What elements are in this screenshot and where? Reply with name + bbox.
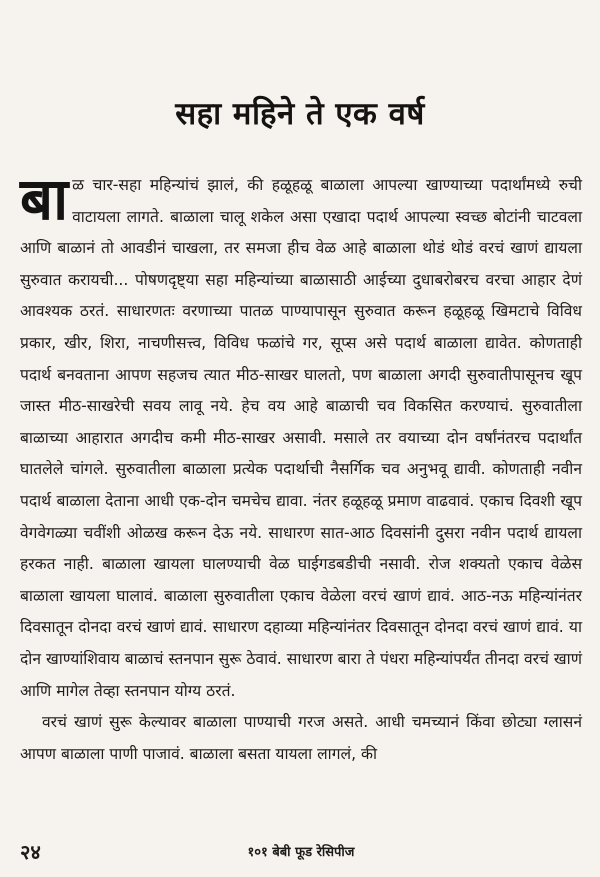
page-number: २४	[20, 840, 41, 864]
drop-cap: बा	[20, 165, 69, 233]
body-text	[20, 165, 582, 770]
paragraph-2: वरचं खाणं सुरू केल्यावर बाळाला पाण्याची गरज असते. आधी चमच्यानं किंवा छोट्या ग्लासनं आपण बाळाला पाणी पाजावं. बाळाला बसता यायला लागलं, की	[20, 713, 582, 763]
running-book-title: १०१ बेबी फूड रेसिपीज	[247, 845, 355, 860]
page-footer	[20, 838, 582, 868]
paragraph-1-text: ळ चार-सहा महिन्यांचं झालं, की हळूहळू बाळाला आपल्या खाण्याच्या पदार्थांमध्ये रुची वाटायला लागते. बाळाला चालू शकेल असा एखादा पदार्थ आपल्या स्वच्छ बोटांनी चाटवला आणि बाळानं तो आवडीनं चाखला, तर समजा हीच वेळ आहे बाळाला थोडं थोडं वरचं खाणं द्यायला सुरुवात करायची... पोषणदृष्ट्या सहा महिन्यांच्या बाळासाठी आईच्या दुधाबरोबरच वरचा आहार देणं आवश्यक ठरतं. साधारणतः वरणाच्या पातळ पाण्यापासून सुरुवात करून हळूहळू खिमटाचे विविध प्रकार, खीर, शिरा, नाचणीसत्त्व, विविध फळांचे गर, सूप्स असे पदार्थ बाळाला द्यावेत. कोणताही पदार्थ बनवताना आपण सहजच त्यात मीठ-साखर घालतो, पण बाळाला अगदी सुरुवातीपासूनच खूप जास्त मीठ-साखरेची सवय लावू नये. हेच वय आहे बाळाची चव विकसित करण्याचं. सुरुवातीला बाळाच्या आहारात अगदीच कमी मीठ-साखर असावी. मसाले तर वयाच्या दोन वर्षांनंतरच पदार्थांत घातलेले चांगले. सुरुवातीला बाळाला प्रत्येक पदार्थाची नैसर्गिक चव अनुभवू द्यावी. कोणताही नवीन पदार्थ बाळाला देताना आधी एक-दोन चमचेच द्यावा. नंतर हळूहळू प्रमाण वाढवावं. एकाच दिवशी खूप वेगवेगळ्या चवींशी ओळख करून देऊ नये. साधारण सात-आठ दिवसांनी दुसरा नवीन पदार्थ द्यायला हरकत नाही. बाळाला खायला घालण्याची वेळ घाईगडबडीची नसावी. रोज शक्यतो एकाच वेळेस बाळाला खायला घालावं. बाळाला सुरुवातीला एकाच वेळेला वरचं खाणं द्यावं. आठ-नऊ महिन्यांनंतर दिवसातून दोनदा वरचं खाणं द्यावं. साधारण दहाव्या महिन्यांनंतर दिवसातून दोनदा वरचं खाणं द्यावं. या दोन खाण्यांशिवाय बाळाचं स्तनपान सुरू ठेवावं. साधारण बारा ते पंधरा महिन्यांपर्यंत तीनदा वरचं खाणं आणि मागेल तेव्हा स्तनपान योग्य ठरतं.	[20, 176, 582, 700]
chapter-title: सहा महिने ते एक वर्ष	[175, 96, 425, 132]
paragraph-1	[20, 165, 582, 707]
